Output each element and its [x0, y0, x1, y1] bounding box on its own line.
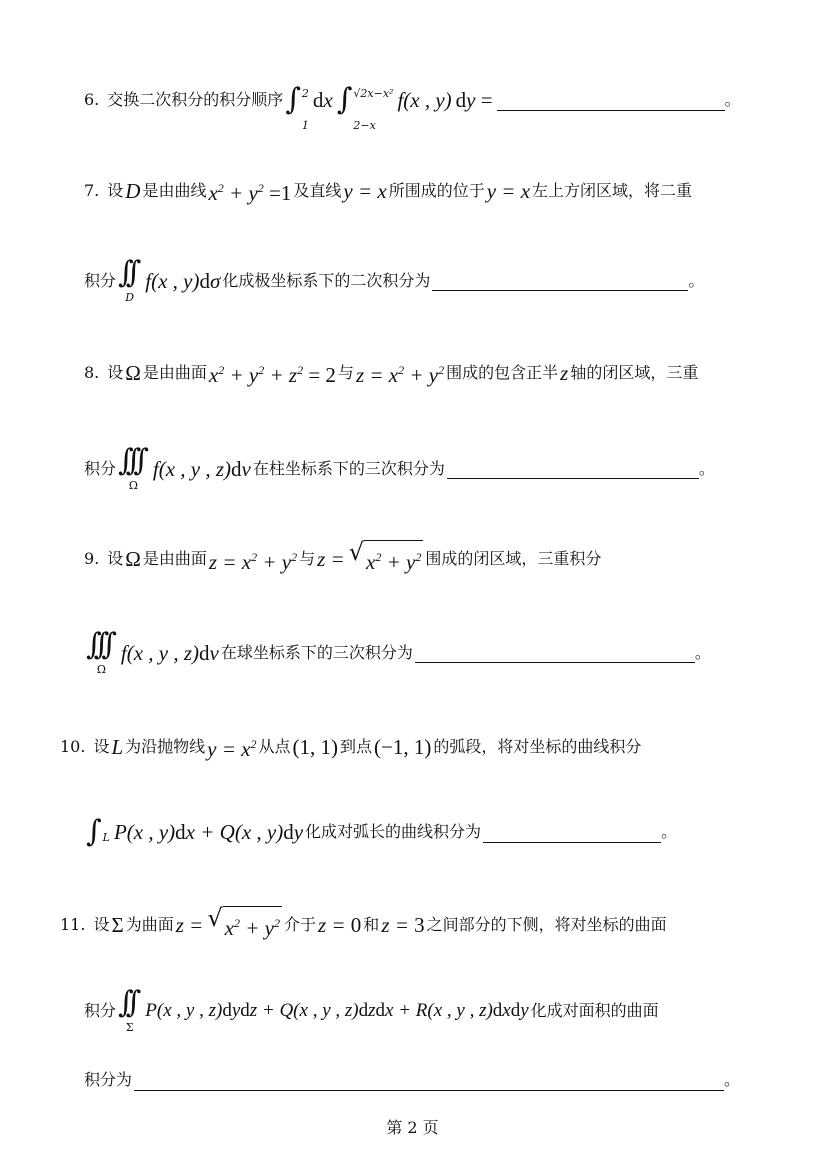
text-segment: 与: [299, 549, 316, 568]
math-expr: z: [560, 360, 569, 385]
sqrt-expr: √ $x^2 + y^2$: [207, 906, 282, 944]
double-integral: ∫∫ D: [118, 255, 135, 304]
text-segment: 积分为: [84, 1070, 133, 1089]
text-segment: 化成对面积的曲面: [530, 1000, 659, 1020]
period: 。: [694, 642, 711, 662]
period: 。: [724, 90, 741, 109]
math-expr: z =: [317, 547, 345, 571]
question-number: 7.: [84, 180, 100, 200]
text-segment: 到点: [340, 736, 373, 756]
text-segment: 积分: [84, 458, 117, 478]
text-segment: 在球坐标系下的三次积分为: [220, 642, 413, 662]
text-segment: 化成极坐标系下的二次积分为: [222, 270, 431, 290]
question-11-line-2: [84, 985, 659, 1034]
text-segment: 及直线: [293, 180, 342, 200]
triple-integral: ∫∫∫ Ω: [86, 627, 109, 676]
text-segment: 为沿抛物线: [125, 736, 206, 756]
period: 。: [724, 1070, 741, 1089]
math-expr: $z = x^2 + y^2$: [208, 549, 298, 574]
math-expr: f(x , y): [397, 88, 452, 112]
text-segment: 设: [93, 915, 110, 934]
period: 。: [661, 822, 678, 841]
text-segment: 是由曲线: [142, 180, 207, 200]
math-expr: $z = x^2 + y^2$: [355, 363, 445, 387]
text-segment: 化成对弧长的曲线积分为: [305, 822, 482, 841]
answer-blank[interactable]: [415, 642, 695, 663]
question-10: [60, 728, 642, 765]
sqrt-expr: √ $x^2 + y^2$: [349, 540, 424, 578]
math-expr: z =: [175, 913, 204, 937]
text-segment: 左上方闭区域，将二重: [532, 180, 693, 200]
question-11: [60, 904, 667, 944]
triple-integral: ∫∫∫ Ω: [118, 443, 141, 492]
math-expr: dy =: [455, 88, 493, 112]
text-segment: 与: [337, 362, 354, 382]
math-expr: P(x , y , z)dydz + Q(x , y , z)dzdx + R(x , y , z)dxdy: [145, 999, 529, 1021]
math-expr: Ω: [125, 547, 141, 571]
question-10-line-2: [84, 810, 677, 854]
integral-sign: ∫ L: [86, 814, 110, 849]
text-segment: 所围成的位于: [388, 180, 485, 200]
text-segment: 的弧段，将对坐标的曲线积分: [433, 736, 642, 756]
answer-blank[interactable]: [483, 822, 661, 843]
question-9-line-2: [84, 627, 711, 676]
page-footer: 第 2 页: [386, 1118, 439, 1137]
question-11-line-3: [84, 1064, 740, 1096]
text-segment: 为曲面: [125, 915, 174, 934]
answer-blank[interactable]: [497, 90, 725, 111]
question-number: 9.: [84, 549, 100, 568]
text-segment: 设: [93, 736, 110, 756]
math-expr: $x^2 + y^2 =1$: [208, 181, 292, 205]
math-expr: z = 0: [317, 913, 362, 937]
question-9: [84, 540, 601, 578]
math-expr: $x^2 + y^2 + z^2 = 2$: [208, 363, 336, 387]
question-7-line-2: [84, 255, 705, 304]
text-segment: 是由曲面: [142, 362, 207, 382]
question-number: 8.: [84, 362, 100, 382]
question-7: [84, 172, 692, 209]
text-segment: 在柱坐标系下的三次积分为: [252, 458, 445, 478]
question-text: 交换二次积分的积分顺序: [107, 90, 284, 109]
math-expr: $y = x^2$: [207, 737, 257, 761]
math-expr: y = x: [486, 178, 531, 203]
math-expr: dx: [312, 88, 333, 112]
text-segment: 介于: [283, 915, 316, 934]
integral-sign: ∫ √2x−x² 2−x: [336, 82, 394, 132]
question-8: [84, 354, 698, 391]
math-expr: f(x , y)dσ: [145, 268, 221, 293]
integral-sign: ∫ 2 1: [285, 82, 309, 132]
text-segment: 围成的闭区域，三重积分: [425, 549, 602, 568]
math-expr: Ω: [125, 360, 141, 385]
text-segment: 围成的包含正半: [446, 362, 559, 382]
math-expr: P(x , y)dx + Q(x , y)dy: [113, 820, 304, 844]
math-expr: f(x , y , z)dv: [152, 456, 251, 481]
double-integral: ∫∫ Σ: [118, 985, 134, 1034]
math-expr: z = 3: [381, 913, 425, 937]
answer-blank[interactable]: [134, 1070, 724, 1091]
question-number: 10.: [60, 736, 86, 756]
answer-blank[interactable]: [447, 458, 699, 479]
text-segment: 设: [107, 549, 124, 568]
text-segment: 积分: [84, 1000, 117, 1020]
question-number: 6.: [84, 90, 100, 109]
math-expr: f(x , y , z)dv: [120, 640, 219, 665]
math-expr: (−1, 1): [374, 734, 432, 759]
math-expr: (1, 1): [292, 734, 338, 759]
text-segment: 设: [107, 180, 124, 200]
text-segment: 设: [107, 362, 124, 382]
answer-blank[interactable]: [432, 270, 688, 291]
text-segment: 是由曲面: [142, 549, 207, 568]
text-segment: 轴的闭区域，三重: [570, 362, 699, 382]
math-expr: Σ: [111, 913, 124, 937]
period: 。: [688, 270, 705, 290]
question-8-line-2: [84, 443, 715, 492]
period: 。: [698, 458, 715, 478]
question-6: [84, 78, 741, 132]
text-segment: 从点: [258, 736, 291, 756]
text-segment: 之间部分的下侧，将对坐标的曲面: [426, 915, 667, 934]
math-expr: L: [111, 734, 124, 759]
text-segment: 和: [363, 915, 380, 934]
math-expr: D: [125, 178, 141, 203]
text-segment: 积分: [84, 270, 117, 290]
question-number: 11.: [60, 915, 86, 934]
math-expr: y = x: [343, 178, 387, 203]
